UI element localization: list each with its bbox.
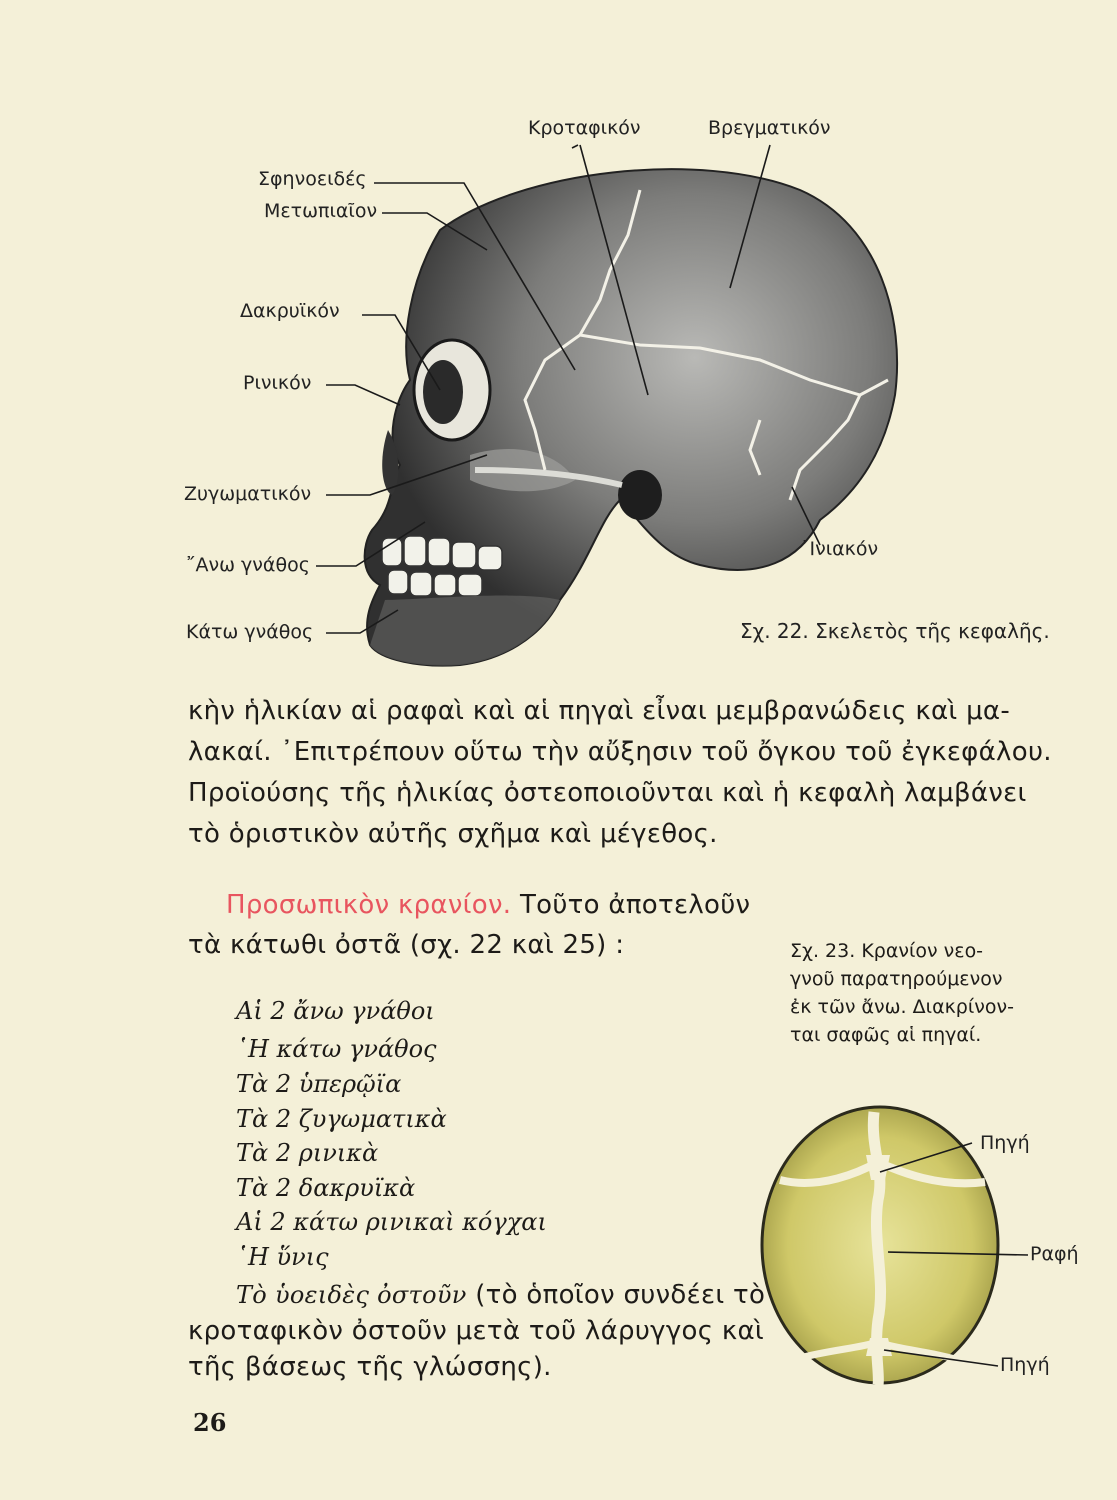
body-text-line-1: κὴν ἡλικίαν αἱ ραφαὶ καὶ αἱ πηγαὶ εἶναι μεμβρανώδεις καὶ μα- (188, 696, 1011, 726)
hyoid-line-1-rest: (τὸ ὁποῖον συνδέει τὸ (475, 1280, 766, 1310)
body-text-line-2: λακαί. ᾿Επιτρέπουν οὕτω τὴν αὔξησιν τοῦ ὄγκου τοῦ ἐγκεφάλου. (188, 737, 1052, 767)
label-pigi-top: Πηγή (980, 1132, 1030, 1154)
figure-caption-22: Σχ. 22. Σκελετὸς τῆς κεφαλῆς. (740, 619, 1050, 643)
hyoid-line-2: κροταφικὸν ὀστοῦν μετὰ τοῦ λάρυγγος καὶ (188, 1316, 765, 1346)
bone-list-item: Αἱ 2 ἄνω γνάθοι (236, 997, 435, 1025)
bone-list-item: ῾Η ὕνις (236, 1243, 329, 1271)
bone-list-item: Αἱ 2 κάτω ρινικαὶ κόγχαι (236, 1208, 547, 1236)
label-rinikon: Ρινικόν (243, 372, 312, 394)
figure-caption-23-line-1: Σχ. 23. Κρανίον νεο- (790, 940, 984, 962)
section-heading: Προσωπικὸν κρανίον. (226, 890, 512, 920)
label-rafi: Ραφή (1030, 1243, 1079, 1265)
label-pigi-bottom: Πηγή (1000, 1354, 1050, 1376)
section-intro-rest: Τοῦτο ἀποτελοῦν (519, 890, 751, 920)
label-ano-gnathos: ῎Ανω γνάθος (186, 554, 310, 576)
label-iniakon: ᾿Ινιακόν (800, 538, 879, 560)
figure-caption-23-line-4: ται σαφῶς αἱ πηγαί. (790, 1024, 982, 1046)
label-kato-gnathos: Κάτω γνάθος (186, 621, 314, 643)
label-zygomatikon: Ζυγωματικόν (184, 483, 312, 505)
bone-list-item: Τὰ 2 ζυγωματικὰ (236, 1105, 447, 1133)
hyoid-line-3: τῆς βάσεως τῆς γλώσσης). (188, 1352, 552, 1382)
body-text-line-4: τὸ ὁριστικὸν αὐτῆς σχῆμα καὶ μέγεθος. (188, 819, 718, 849)
section-intro-line-1 (226, 890, 750, 920)
label-sfinoeides: Σφηνοειδές (258, 168, 367, 190)
bone-list-item: Τὰ 2 δακρυϊκὰ (236, 1174, 416, 1202)
bone-list-item: Τὰ 2 ὑπερῷϊα (236, 1070, 402, 1098)
label-dakryikon: Δακρυϊκόν (240, 300, 340, 322)
section-intro-line-2: τὰ κάτωθι ὀστᾶ (σχ. 22 καὶ 25) : (188, 930, 625, 960)
label-bregmatikon: Βρεγματικόν (708, 117, 831, 139)
figure-caption-23-line-3: ἐκ τῶν ἄνω. Διακρίνον- (790, 996, 1014, 1018)
label-metopiaion: Μετωπιαῖον (264, 200, 378, 222)
body-text-line-3: Προϊούσης τῆς ἡλικίας ὀστεοποιοῦνται καὶ ἡ κεφαλὴ λαμβάνει (188, 778, 1027, 808)
hyoid-line-1 (236, 1280, 765, 1310)
skull-side-illustration (0, 0, 1117, 700)
page-number: 26 (193, 1408, 227, 1437)
label-krotafikon: Κροταφικόν (528, 117, 641, 139)
bone-list-item: ῾Η κάτω γνάθος (236, 1035, 437, 1063)
hyoid-term: Τὸ ὑοειδὲς ὀστοῦν (236, 1281, 467, 1309)
figure-caption-23-line-2: γνοῦ παρατηρούμενον (790, 968, 1003, 990)
bone-list-item: Τὰ 2 ρινικὰ (236, 1139, 379, 1167)
